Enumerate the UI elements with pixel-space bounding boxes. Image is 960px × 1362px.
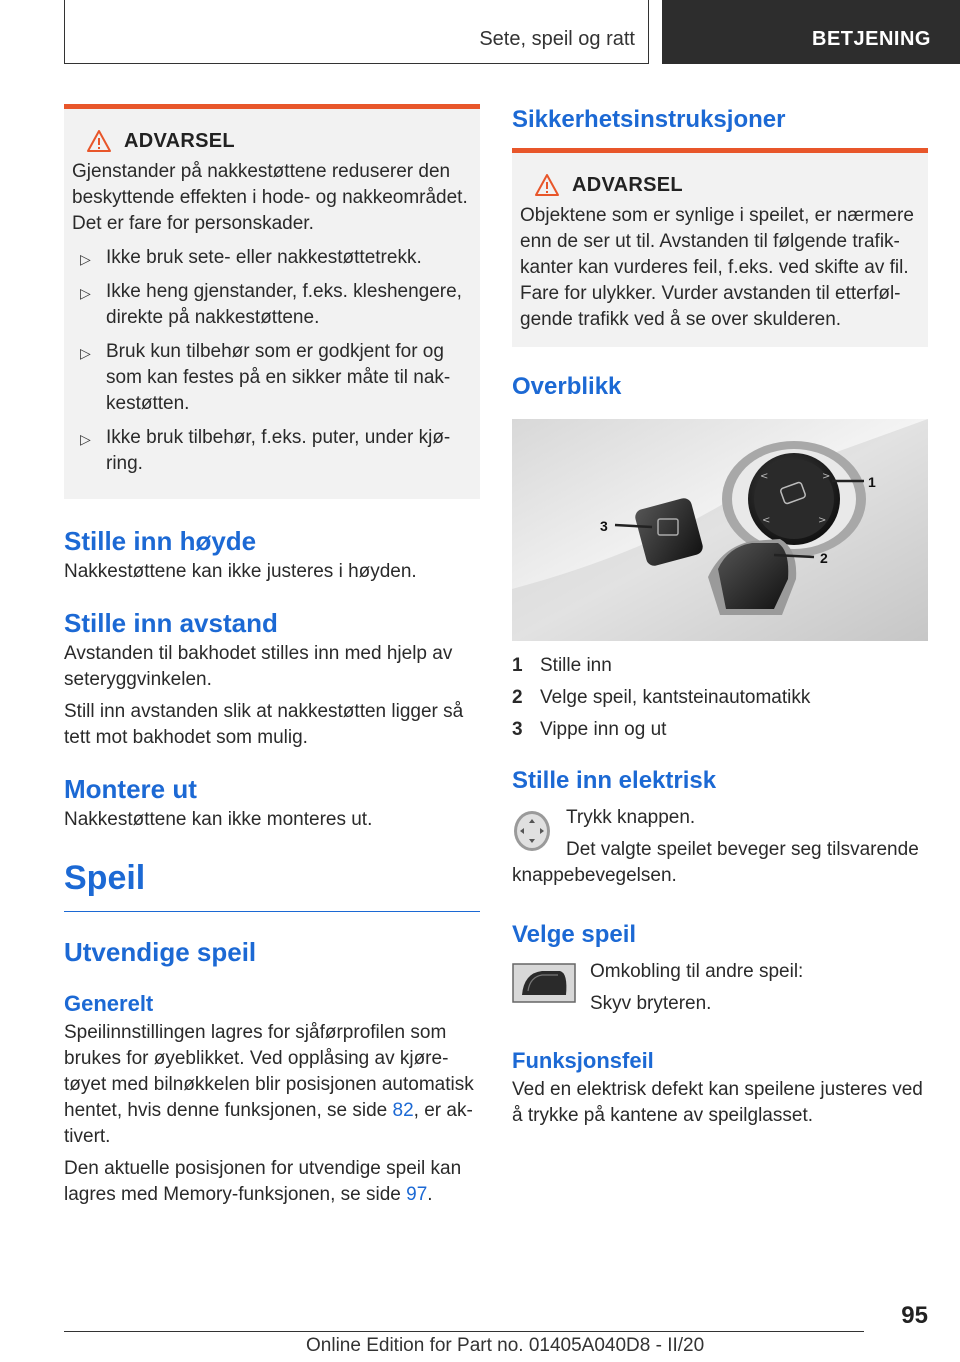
- warning-text: Gjenstander på nakkestøttene reduserer den beskyttende effekten i hode- og nakkeområdet. Det er fare for personskader.: [72, 161, 468, 234]
- triangle-bullet-icon: ▷: [80, 431, 91, 447]
- page-link-82[interactable]: 82: [392, 1100, 414, 1121]
- header-section-title: Sete, speil og ratt: [479, 28, 635, 50]
- text-distance-2: Still inn avstanden slik at nakkestøtten ligger så tett mot bakhodet som mulig.: [64, 701, 464, 748]
- text-general-2: Den aktuelle posisjonen for utvendige speil kan lagres med Memory-funksjonen, se side 97.: [64, 1158, 462, 1205]
- section-select: [512, 919, 928, 1017]
- svg-text:<: <: [760, 471, 769, 482]
- heading-general: Generelt: [64, 991, 154, 1016]
- heading-mirrors: Speil: [64, 859, 146, 897]
- mirror-control-photo: [512, 419, 928, 641]
- heading-exterior: Utvendige speil: [64, 937, 257, 967]
- section-height: [64, 525, 480, 585]
- page-link-97[interactable]: 97: [406, 1184, 428, 1205]
- heading-rule: [64, 911, 480, 912]
- warning-title: ADVARSEL: [520, 173, 920, 197]
- warning-list: [72, 245, 472, 477]
- text-electric-1: Trykk knappen.: [566, 807, 696, 828]
- svg-text:<: <: [762, 515, 771, 526]
- section-general: [64, 990, 480, 1208]
- list-item: ▷ Ikke bruk sete- eller nakkestøttetrekk.: [72, 245, 472, 271]
- triangle-bullet-icon: ▷: [80, 345, 91, 361]
- right-column: [512, 104, 928, 1129]
- legend-item: 3 Vippe inn og ut: [512, 719, 667, 740]
- warning-title: ADVARSEL: [72, 129, 472, 153]
- list-item: ▷ Ikke heng gjenstander, f.eks. kleshengere, direkte på nakkestøttene.: [80, 281, 462, 328]
- section-exterior: [64, 936, 480, 968]
- legend-item: 1 Stille inn: [512, 655, 612, 676]
- text-select-2: Skyv bryteren.: [590, 993, 712, 1014]
- warning-text: Objektene som er synlige i speilet, er nærmere enn de ser ut til. Avstanden til følgende trafik-kanter kan vurderes feil, f.eks. ved skifte av fil. Fare for ulykker. Vurder avstanden til etterføl-gende trafikk ved å se over skulderen.: [520, 205, 914, 330]
- triangle-bullet-icon: ▷: [80, 251, 91, 267]
- callout-1: 1: [868, 474, 876, 490]
- text-height: Nakkestøttene kan ikke justeres i høyden.: [64, 561, 417, 582]
- heading-malfunction: Funksjonsfeil: [512, 1048, 654, 1073]
- header-chapter-tab: BETJENING: [662, 0, 960, 64]
- heading-remove: Montere ut: [64, 774, 197, 804]
- heading-electric: Stille inn elektrisk: [512, 767, 717, 794]
- left-column: [64, 104, 480, 1208]
- mirror-select-switch-icon: [512, 963, 576, 1003]
- list-item: ▷ Ikke bruk tilbehør, f.eks. puter, under kjø-ring.: [80, 427, 451, 474]
- warning-box-mirror: [512, 148, 928, 347]
- text-electric-2: Det valgte speilet beveger seg tilsvarende knappebevegelsen.: [512, 839, 919, 886]
- legend-item: 2 Velge speil, kantsteinautomatikk: [512, 687, 811, 708]
- svg-text:>: >: [822, 471, 831, 482]
- footer-rule: [64, 1331, 864, 1332]
- text-remove: Nakkestøttene kan ikke monteres ut.: [64, 809, 373, 830]
- triangle-bullet-icon: ▷: [80, 285, 91, 301]
- section-overview: [512, 371, 928, 743]
- heading-height: Stille inn høyde: [64, 526, 257, 556]
- warning-triangle-icon: [534, 173, 560, 197]
- text-general-1: Speilinnstillingen lagres for sjåførprofilen som brukes for øyeblikket. Ved opplåsing av kjøre-tøyet med bilnøkkelen blir posisjonen automatisk hentet, hvis denne funksjonen, se side 82, er ak-tivert.: [64, 1022, 474, 1147]
- heading-safety: Sikkerhetsinstruksjoner: [512, 106, 786, 133]
- callout-3: 3: [600, 518, 608, 534]
- warning-triangle-icon: [86, 129, 112, 153]
- page-number: 95: [901, 1302, 928, 1329]
- warning-box-headrest: [64, 104, 480, 499]
- heading-distance: Stille inn avstand: [64, 608, 278, 638]
- section-malfunction: [512, 1047, 928, 1129]
- section-remove: [64, 773, 480, 833]
- heading-overview: Overblikk: [512, 373, 622, 400]
- text-distance-1: Avstanden til bakhodet stilles inn med hjelp av seteryggvinkelen.: [64, 643, 453, 690]
- heading-select: Velge speil: [512, 921, 637, 948]
- mirror-adjust-button-icon: [512, 809, 552, 853]
- footer-edition: Online Edition for Part no. 01405A040D8 - II/20: [306, 1335, 705, 1356]
- text-select-1: Omkobling til andre speil:: [590, 961, 804, 982]
- section-distance: [64, 607, 480, 751]
- section-mirrors: [64, 857, 480, 912]
- list-item: ▷ Bruk kun tilbehør som er godkjent for og som kan festes på en sikker måte til nak-kestøtten.: [80, 341, 451, 414]
- svg-text:>: >: [818, 515, 827, 526]
- legend-list: [512, 653, 928, 743]
- text-malfunction: Ved en elektrisk defekt kan speilene justeres ved å trykke på kantene av speilglasset.: [512, 1079, 923, 1126]
- section-electric: [512, 765, 928, 889]
- callout-2: 2: [820, 550, 828, 566]
